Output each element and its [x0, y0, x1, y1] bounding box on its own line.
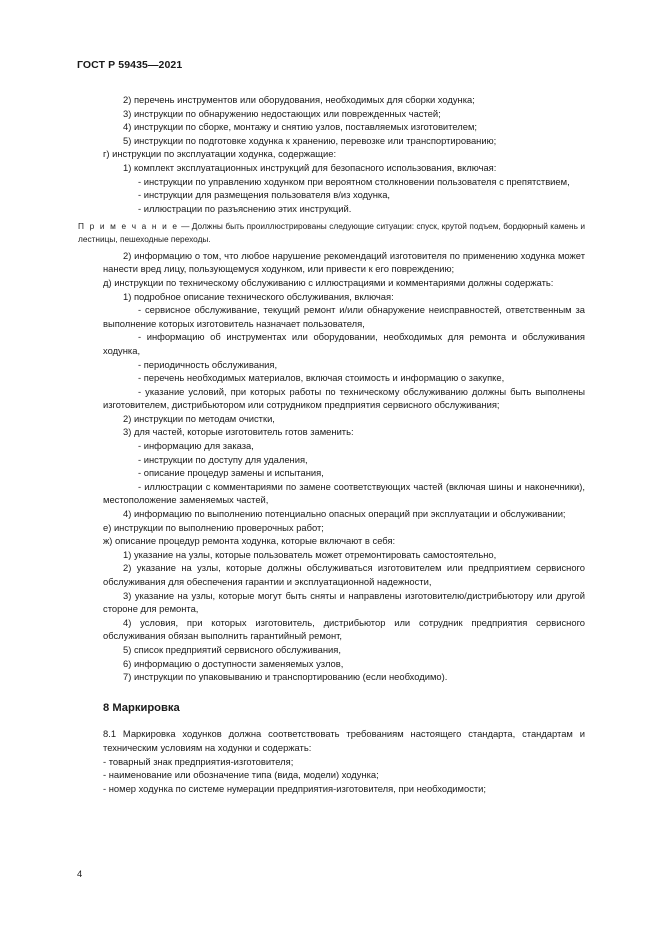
list-item: - номер ходунка по системе нумерации предприятия-изготовителя, при необходимости; [103, 782, 487, 794]
list-item: - сервисное обслуживание, текущий ремонт и/или обнаружение неисправностей, ответственным за выполнение которых изготовитель назначает пользователя, [103, 304, 585, 329]
list-item: 4) инструкции по сборке, монтажу и снятию узлов, поставляемых изготовителем; [123, 121, 477, 133]
list-item: - указание условий, при которых работы по техническому обслуживанию должны быть выполнены изготовителем, дистрибьютором или сотрудником предприятия сервисного обслуживания; [103, 385, 585, 411]
list-item: 7) инструкции по упаковыванию и транспортированию (если необходимо). [123, 671, 448, 683]
list-item: ж) описание процедур ремонта ходунка, которые включают в себя: [103, 535, 396, 547]
list-item: - инструкции по доступу для удаления, [138, 453, 308, 465]
list-item: е) инструкции по выполнению проверочных работ; [103, 521, 324, 533]
list-item: - наименование или обозначение типа (вида, модели) ходунка; [103, 769, 379, 781]
list-item: 1) подробное описание технического обслуживания, включая: [123, 290, 394, 302]
list-item: 3) инструкции по обнаружению недостающих или поврежденных частей; [123, 107, 441, 119]
list-item: 1) комплект эксплуатационных инструкций для безопасного использования, включая: [123, 161, 497, 173]
list-item: 3) указание на узлы, которые могут быть сняты и направлены изготовителю/дистрибьютору или другой стороне для ремонта, [103, 589, 585, 615]
list-item: 5) инструкции по подготовке ходунка к хранению, перевозке или транспортированию; [123, 134, 497, 146]
note-label: П р и м е ч а н и е [78, 221, 179, 232]
list-item: 5) список предприятий сервисного обслуживания, [123, 643, 341, 655]
list-item: - перечень необходимых материалов, включая стоимость и информацию о закупке, [138, 372, 505, 384]
paragraph: 8.1 Маркировка ходунков должна соответствовать требованиям настоящего стандарта, стандартам и техническим условиям на ходунки и содержать: [103, 728, 585, 753]
list-item: 2) инструкции по методам очистки, [123, 412, 275, 424]
list-item: 6) информацию о доступности заменяемых узлов, [123, 657, 344, 669]
list-item: - информацию об инструментах или оборудовании, необходимых для ремонта и обслуживания ходунка, [103, 331, 585, 356]
list-item: - товарный знак предприятия-изготовителя; [103, 755, 294, 767]
note-text: — Должны быть проиллюстрированы следующие ситуации: спуск, крутой подъем, бордюрный камень и лестницы, пешеходные переходы. [78, 221, 586, 244]
list-item: 2) перечень инструментов или оборудования, необходимых для сборки ходунка; [123, 94, 475, 105]
list-item: 3) для частей, которые изготовитель готов заменить: [123, 426, 354, 438]
list-item: г) инструкции по эксплуатации ходунка, содержащие: [103, 148, 337, 160]
page-number: 4 [77, 868, 83, 879]
section-heading: 8 Маркировка [103, 701, 180, 714]
list-item: - иллюстрации с комментариями по замене соответствующих частей (включая шины и наконечники), местоположение заменяемых частей, [103, 480, 585, 506]
list-item: 2) информацию о том, что любое нарушение рекомендаций изготовителя по применению ходунка может нанести вред лицу, пользующемуся ходунком, или привести к его повреждению; [103, 249, 585, 275]
document-body [78, 93, 586, 795]
list-item: - описание процедур замены и испытания, [138, 467, 324, 479]
note [78, 220, 585, 244]
list-item: - периодичность обслуживания, [138, 358, 278, 370]
list-item: - информацию для заказа, [138, 440, 254, 452]
list-item: - инструкции по управлению ходунком при вероятном столкновении пользователя с препятствием, [138, 175, 570, 187]
list-item: 1) указание на узлы, которые пользователь может отремонтировать самостоятельно, [123, 548, 497, 560]
list-item: 2) указание на узлы, которые должны обслуживаться изготовителем или предприятием сервисного обслуживания для обеспечения гарантии и эксплуатационной надежности, [103, 562, 585, 587]
document-header: ГОСТ Р 59435—2021 [77, 59, 183, 71]
list-item: - инструкции для размещения пользователя в/из ходунка, [138, 189, 391, 201]
list-item: 4) условия, при которых изготовитель, дистрибьютор или сотрудник предприятия сервисного обслуживания обязан выполнить гарантийный ремонт, [103, 616, 585, 642]
list-item: д) инструкции по техническому обслуживанию с иллюстрациями и комментариями должны содержать: [103, 276, 554, 288]
list-item: 4) информацию по выполнению потенциально опасных операций при эксплуатации и обслуживании; [123, 508, 566, 520]
list-item: - иллюстрации по разъяснению этих инструкций. [138, 202, 352, 214]
